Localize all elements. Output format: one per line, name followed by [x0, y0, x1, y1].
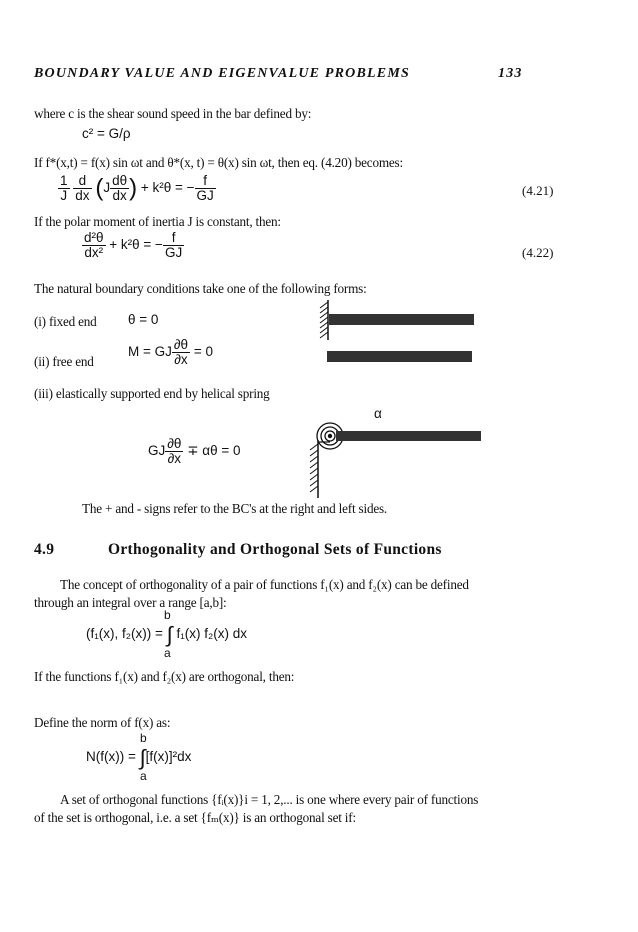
bc-spring-end-label: (iii) elastically supported end by helical spring	[34, 386, 270, 401]
section-title: Orthogonality and Orthogonal Sets of Functions	[108, 541, 442, 558]
equation-label-4-21: (4.21)	[522, 183, 554, 198]
bc-free-end-equation: M = GJ $\frac{\partial\theta}{\partial x}$ = 0	[128, 337, 213, 367]
paragraph-orthogonal-set-line2: of the set is orthogonal, i.e. a set {fₘ(x)} is an orthogonal set if:	[34, 810, 356, 825]
paragraph-boundary-conditions: The natural boundary conditions take one of the following forms:	[34, 281, 367, 296]
free-end-bar-diagram	[327, 350, 477, 364]
equation-norm: b N(f(x)) = ∫[f(x)]²dx a	[86, 731, 192, 783]
paragraph-orthogonality-line2: through an integral over a range [a,b]:	[34, 595, 227, 610]
alpha-label: α	[374, 406, 382, 421]
helical-spring-diagram	[296, 418, 486, 500]
running-header: BOUNDARY VALUE AND EIGENVALUE PROBLEMS	[34, 66, 410, 81]
equation-4-21: $\frac{1}{J}$ $\frac{d}{dx}$ (J $\frac{d\theta}{dx}$ ) + k²θ = − $\frac{f}{GJ}$	[60, 173, 214, 203]
section-number: 4.9	[34, 541, 55, 558]
page-number: 133	[498, 66, 523, 81]
equation-c-squared: c² = G/ρ	[82, 126, 131, 141]
bc-spring-end-equation: GJ $\frac{\partial\theta}{\partial x}$ ∓ αθ = 0	[148, 436, 241, 466]
paragraph-orthogonal-set-line1: A set of orthogonal functions {fᵢ(x)}i = 1, 2,... is one where every pair of functions	[60, 792, 479, 807]
paragraph-signs-note: The + and - signs refer to the BC's at the right and left sides.	[82, 501, 388, 516]
paragraph-orthogonality-line1: The concept of orthogonality of a pair of functions f₁(x) and f₂(x) can be defined	[60, 577, 469, 592]
equation-4-22: $\frac{\text{d²θ}}{\text{dx²}}$ + k²θ = − $\frac{f}{GJ}$	[84, 230, 183, 260]
bc-fixed-end-label: (i) fixed end	[34, 314, 97, 329]
equation-label-4-22: (4.22)	[522, 245, 554, 260]
bc-free-end-label: (ii) free end	[34, 354, 94, 369]
fixed-end-diagram	[310, 298, 480, 342]
bc-fixed-end-equation: θ = 0	[128, 312, 159, 327]
paragraph-norm-definition: Define the norm of f(x) as:	[34, 715, 171, 730]
equation-inner-product: b (f₁(x), f₂(x)) = ∫ f₁(x) f₂(x) dx a	[86, 608, 247, 660]
paragraph-shear-speed: where c is the shear sound speed in the bar defined by:	[34, 106, 312, 121]
paragraph-orthogonal-condition: If the functions f₁(x) and f₂(x) are orthogonal, then:	[34, 669, 295, 684]
paragraph-polar-moment: If the polar moment of inertia J is constant, then:	[34, 214, 281, 229]
paragraph-harmonic-substitution: If f*(x,t) = f(x) sin ωt and θ*(x, t) = θ(x) sin ωt, then eq. (4.20) becomes:	[34, 155, 403, 170]
